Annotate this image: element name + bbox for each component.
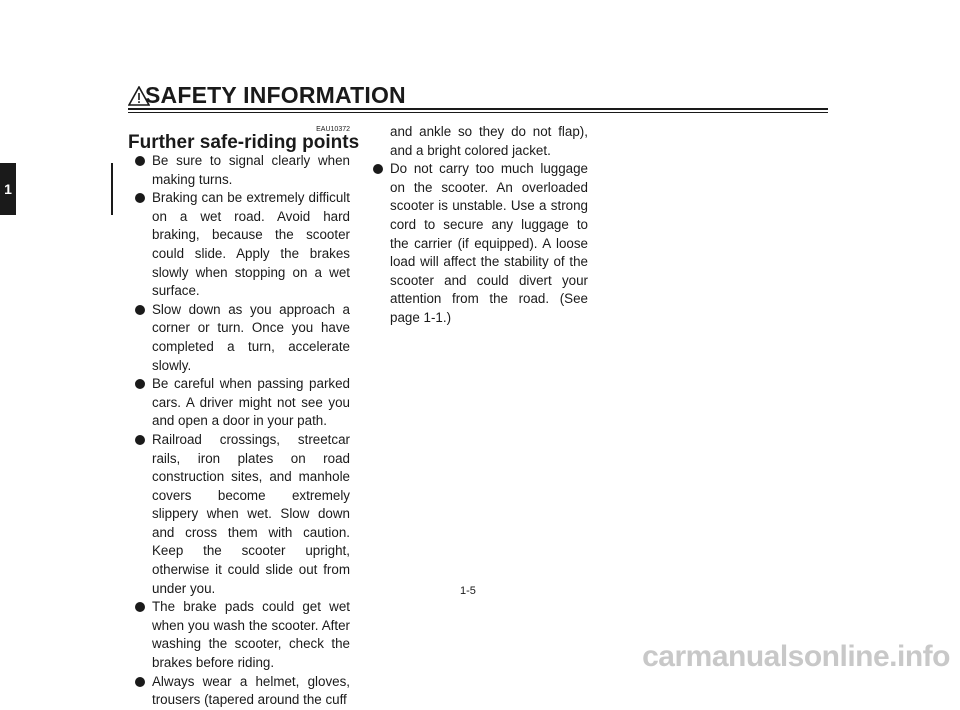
header-rule-thin: [128, 112, 828, 113]
list-item: Railroad crossings, streetcar rails, iron plates on road construction sites, and manhole covers become extremely slippery when wet. Slow down and cross them with caution. Keep the scooter upright, otherwise it could slide out from under you.: [135, 431, 350, 598]
page-title: SAFETY INFORMATION: [145, 82, 406, 108]
bullet-icon: [135, 602, 145, 612]
chapter-tab: [0, 163, 113, 215]
bullet-icon: [135, 156, 145, 166]
list-item: Slow down as you approach a corner or turn. Once you have completed a turn, accelerate slowly.: [135, 301, 350, 375]
bullet-icon: [135, 677, 145, 687]
chapter-number: 1: [0, 163, 16, 215]
list-item: Be sure to signal clearly when making turns.: [135, 152, 350, 189]
section-code: EAU10372: [316, 126, 350, 133]
list-item-continuation: and ankle so they do not flap), and a bright colored jacket.: [390, 124, 588, 158]
list-item: The brake pads could get wet when you wash the scooter. After washing the scooter, check the brakes before riding.: [135, 598, 350, 672]
list-item: Be careful when passing parked cars. A driver might not see you and open a door in your path.: [135, 375, 350, 431]
list-item: Always wear a helmet, gloves, trousers (tapered around the cuff: [135, 673, 350, 710]
list-item: Braking can be extremely difficult on a wet road. Avoid hard braking, because the scooter could slide. Apply the brakes slowly when stopping on a wet surface.: [135, 189, 350, 301]
left-column: [135, 152, 350, 710]
bullet-icon: [135, 193, 145, 203]
bullet-icon: [135, 379, 145, 389]
header-rule-thick: [128, 108, 828, 110]
section-heading: Further safe-riding points: [128, 132, 360, 153]
right-column: [373, 123, 588, 328]
page-header: [128, 82, 828, 112]
watermark: carmanualsonline.info: [642, 640, 950, 673]
bullet-icon: [135, 305, 145, 315]
bullet-icon: [135, 435, 145, 445]
page-number: 1-5: [460, 585, 476, 597]
list-item: Do not carry too much luggage on the scooter. An overloaded scooter is unstable. Use a strong cord to secure any luggage to the carrier (if equipped). A loose load will affect the stability of the scooter and could divert your attention from the road. (See page 1-1.): [373, 160, 588, 327]
bullet-icon: [373, 164, 383, 174]
